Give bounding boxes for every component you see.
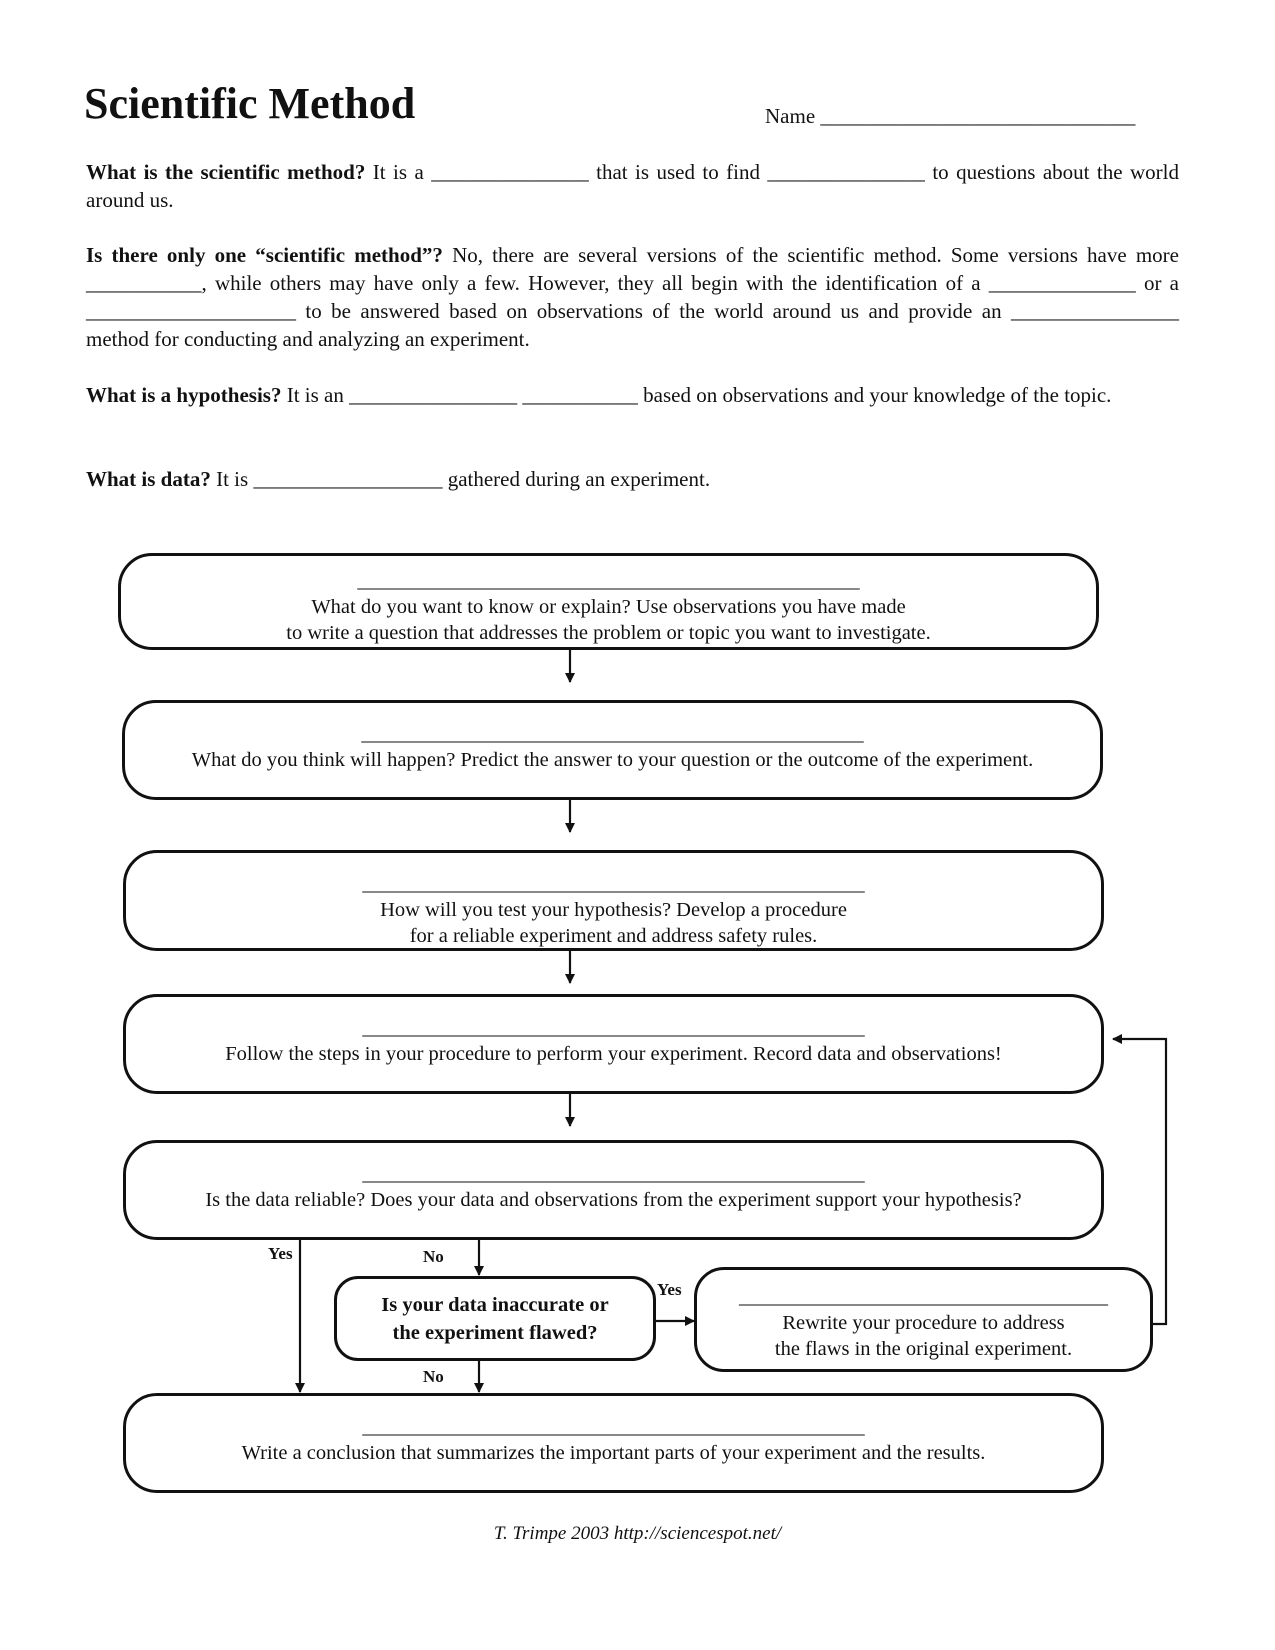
flow-step-text: What do you want to know or explain? Use observations you have made xyxy=(311,596,906,618)
flow-step-text: How will you test your hypothesis? Develop a procedure xyxy=(380,899,847,921)
question-text: It is a _______________ that is used to find _______________ to questions about the world around us. xyxy=(86,160,1179,212)
label-no-top: No xyxy=(423,1247,444,1266)
rewrite-procedure-box xyxy=(694,1267,1153,1372)
flow-step-blank[interactable]: _________________________________________________ xyxy=(357,570,860,592)
question-text: It is an ________________ ___________ based on observations and your knowledge of the topic. xyxy=(281,383,1112,407)
flow-step-blank[interactable]: _________________________________________________ xyxy=(362,873,865,895)
flow-step-hypothesis xyxy=(122,700,1103,800)
flow-step-text: Follow the steps in your procedure to perform your experiment. Record data and observations! xyxy=(225,1043,1002,1065)
decision-text: the experiment flawed? xyxy=(392,1322,598,1344)
flow-step-text: for a reliable experiment and address safety rules. xyxy=(409,925,818,947)
page-title: Scientific Method xyxy=(84,79,416,128)
flow-step-conclusion xyxy=(123,1393,1104,1493)
flow-step-analyze xyxy=(123,1140,1104,1240)
question-text: No, there are several versions of the scientific method. Some versions have more ___________, while others may have only a few. However, they all begin with the identification of a ______________ or a ____________________ to be answered based on observations of the world around us and provide an ________________ method for conducting and analyzing an experiment. xyxy=(86,243,1179,351)
question-label: Is there only one “scientific method”? xyxy=(86,243,443,267)
flow-step-experiment xyxy=(123,994,1104,1094)
flow-step-question xyxy=(118,553,1099,650)
question-label: What is a hypothesis? xyxy=(86,383,282,407)
decision-text: Is your data inaccurate or xyxy=(381,1294,609,1316)
flow-step-procedure xyxy=(123,850,1104,951)
rewrite-text: the flaws in the original experiment. xyxy=(774,1338,1073,1360)
name-field[interactable]: Name ______________________________ xyxy=(765,104,1136,128)
rewrite-text: Rewrite your procedure to address xyxy=(782,1312,1065,1334)
label-no-bottom: No xyxy=(423,1367,444,1386)
flow-step-text: to write a question that addresses the problem or topic you want to investigate. xyxy=(286,622,931,644)
rewrite-blank[interactable]: ____________________________________ xyxy=(739,1286,1108,1308)
decision-box xyxy=(334,1276,656,1361)
flow-step-blank[interactable]: _________________________________________________ xyxy=(362,1163,865,1185)
flow-step-text: What do you think will happen? Predict the answer to your question or the outcome of the experiment. xyxy=(191,749,1034,771)
flow-step-blank[interactable]: _________________________________________________ xyxy=(362,1017,865,1039)
flow-step-text: Write a conclusion that summarizes the important parts of your experiment and the results. xyxy=(241,1442,986,1464)
footer-credit: T. Trimpe 2003 http://sciencespot.net/ xyxy=(493,1523,782,1544)
flow-step-text: Is the data reliable? Does your data and observations from the experiment support your hypothesis? xyxy=(205,1189,1022,1211)
question-label: What is data? xyxy=(86,467,211,491)
label-yes-right: Yes xyxy=(657,1280,682,1299)
flow-step-blank[interactable]: _________________________________________________ xyxy=(361,723,864,745)
flow-step-blank[interactable]: _________________________________________________ xyxy=(362,1416,865,1438)
question-text: It is __________________ gathered during an experiment. xyxy=(210,467,711,491)
question-label: What is the scientific method? xyxy=(86,160,366,184)
label-yes-left: Yes xyxy=(268,1244,293,1263)
